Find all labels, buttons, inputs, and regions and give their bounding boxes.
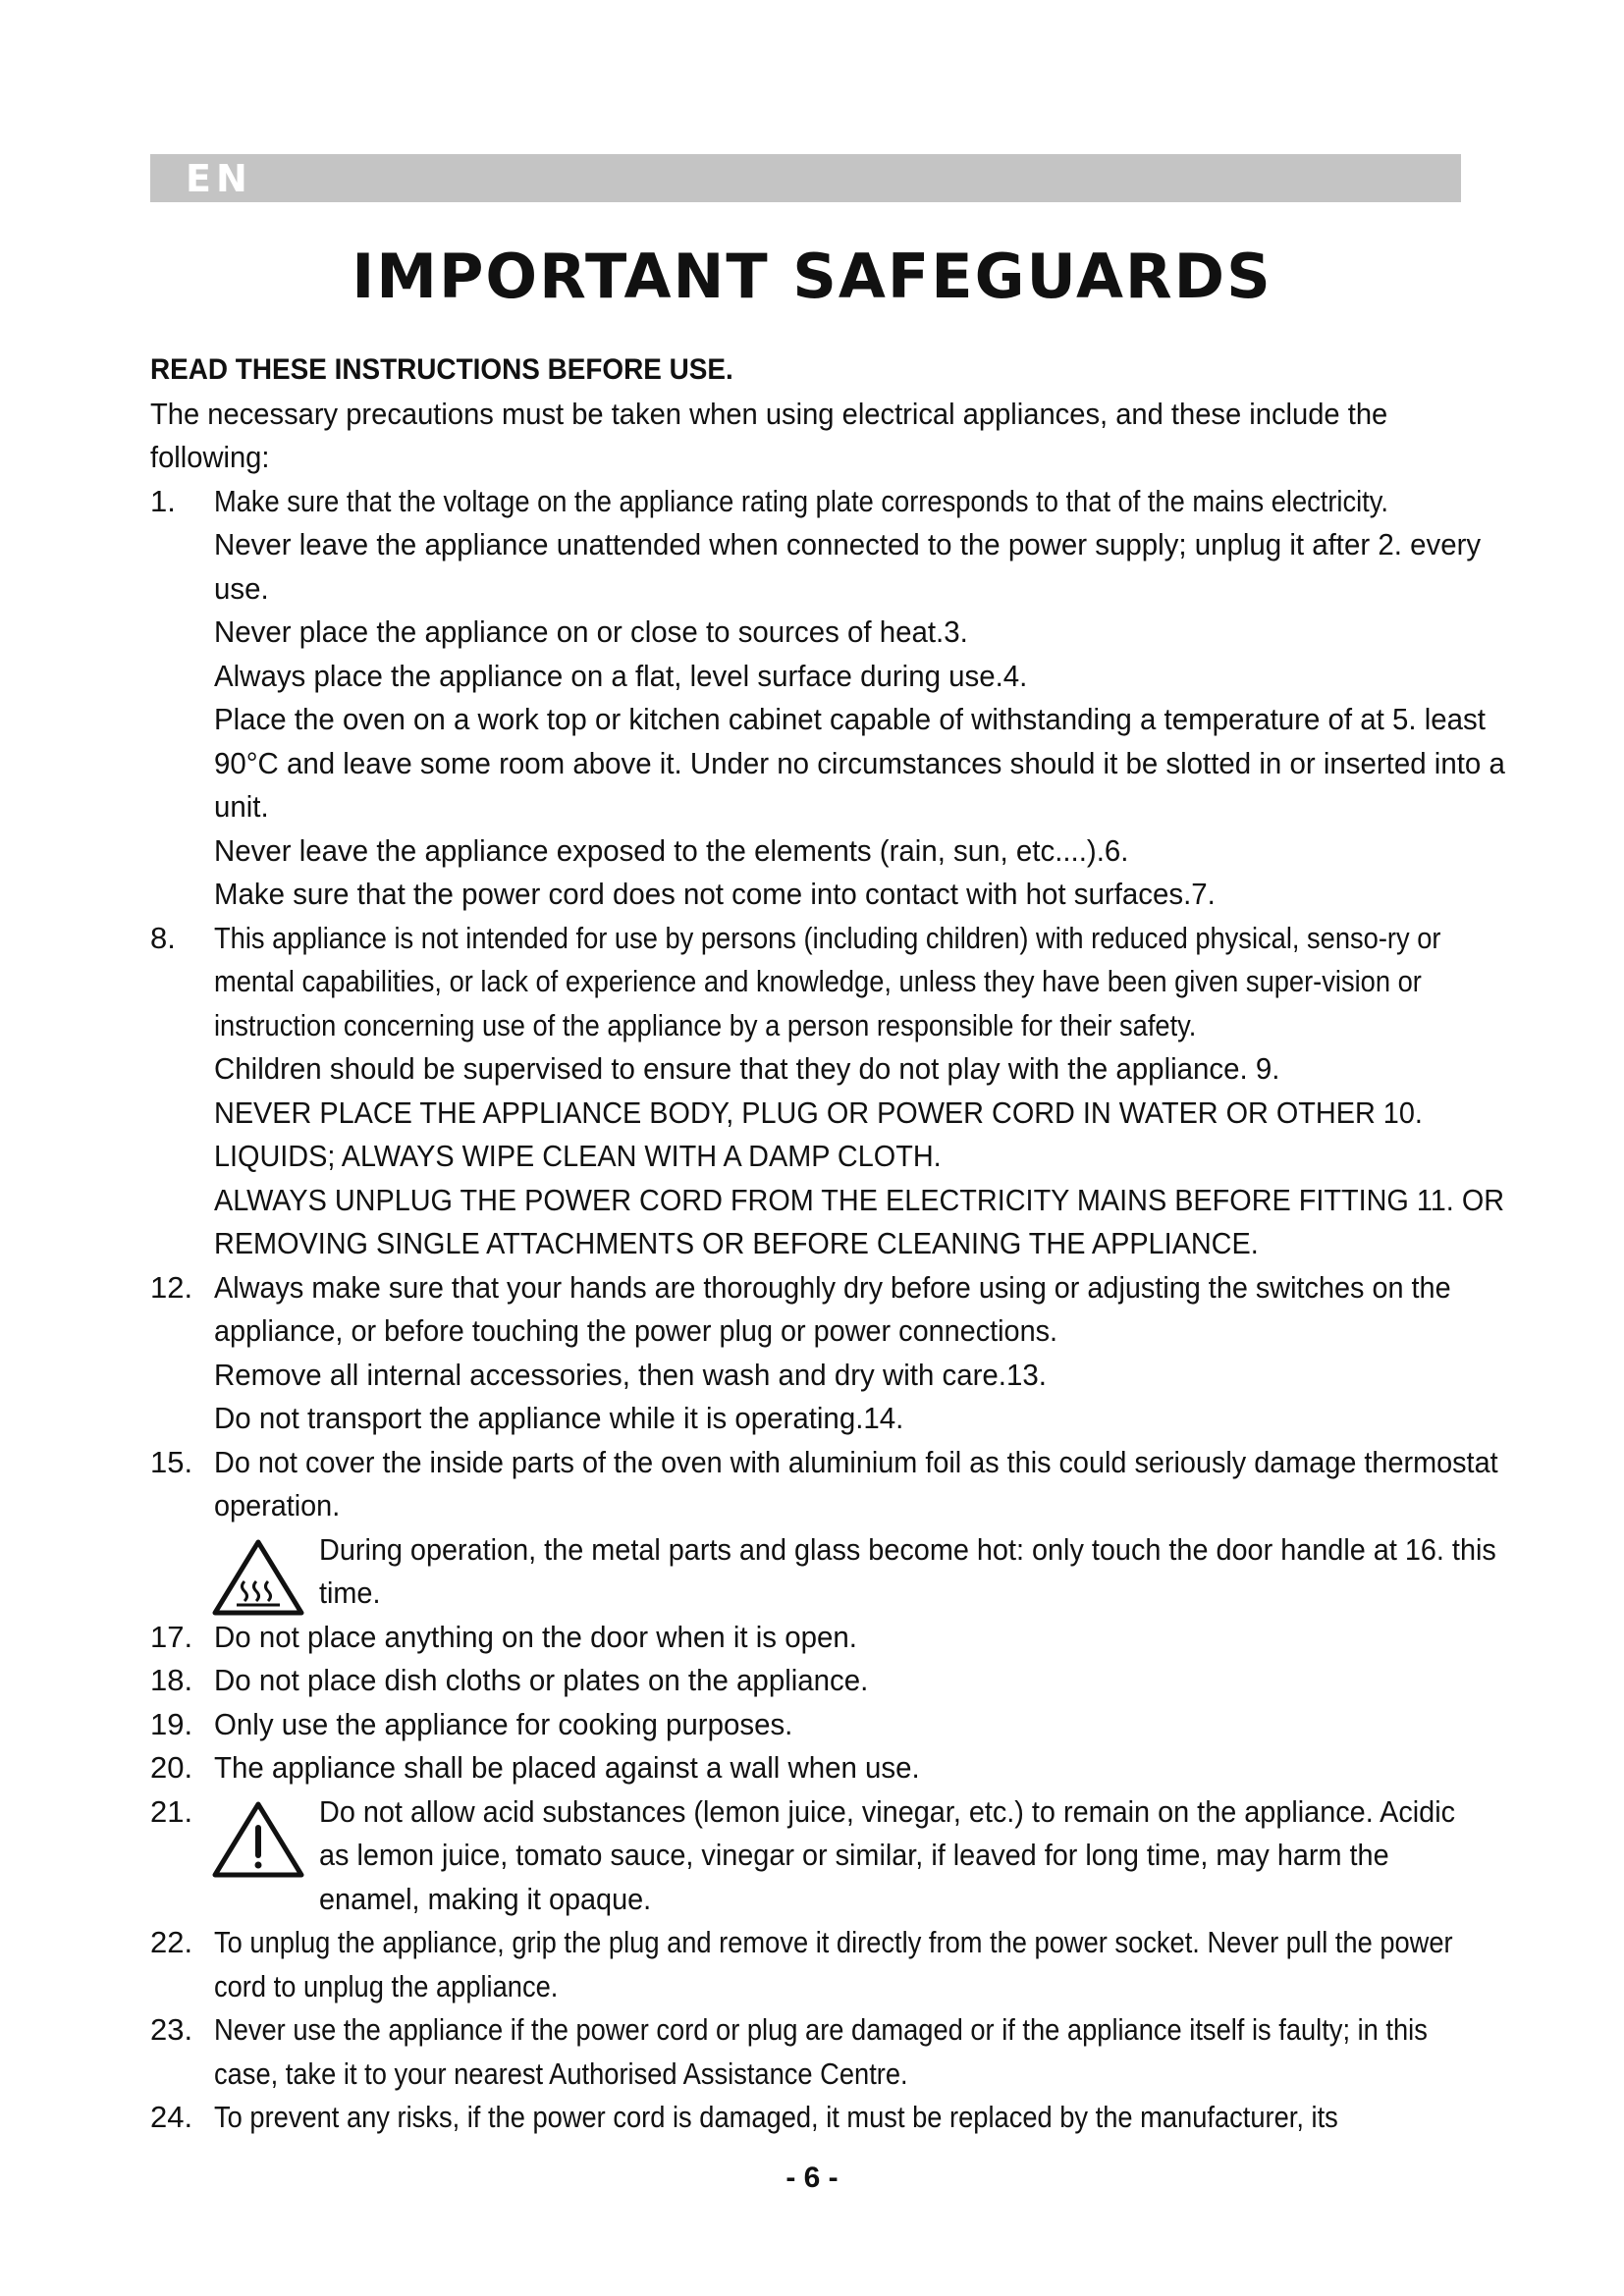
list-item <box>150 829 1466 874</box>
list-item <box>150 1047 1466 1092</box>
item-text: Always place the appliance on a flat, level surface during use.4. <box>214 658 1028 693</box>
list-item <box>150 1790 1466 1922</box>
safeguards-content <box>150 348 1505 2140</box>
list-item <box>150 1266 1466 1354</box>
item-number: 24. <box>150 2100 193 2134</box>
list-item <box>150 655 1466 699</box>
item-number: 20. <box>150 1750 193 1785</box>
item-text: Make sure that the power cord does not come into contact with hot surfaces.7. <box>214 877 1216 911</box>
item-text: Never use the appliance if the power cord or plug are damaged or if the appliance itself is faulty; in this case, take it to your nearest Authorised Assistance Centre. <box>214 2012 1428 2091</box>
list-item <box>150 480 1466 524</box>
item-number: 18. <box>150 1663 193 1697</box>
list-item <box>150 1354 1466 1398</box>
item-text: Do not allow acid substances (lemon juice, vinegar, etc.) to remain on the appliance. Acidic as lemon juice, tomato sauce, vinegar or similar, if leaved for long time, may harm the enamel, making it opaque. <box>319 1793 1456 1916</box>
item-number: 12. <box>150 1269 193 1305</box>
item-number: 21. <box>150 1793 193 1829</box>
list-item <box>150 1616 1466 1660</box>
item-text: Do not cover the inside parts of the oven with aluminium foil as this could seriously damage thermostat operation. <box>214 1444 1498 1522</box>
item-text: Never leave the appliance exposed to the elements (rain, sun, etc....).6. <box>214 832 1129 868</box>
item-number: 19. <box>150 1706 193 1741</box>
item-text: Do not place dish cloths or plates on the appliance. <box>214 1663 869 1697</box>
item-text: Remove all internal accessories, then wash and dry with care.13. <box>214 1357 1047 1392</box>
subheading: READ THESE INSTRUCTIONS BEFORE USE. <box>150 353 733 386</box>
list-item <box>150 1092 1466 1179</box>
item-text: Never leave the appliance unattended when connected to the power supply; unplug it after 2. every use. <box>214 527 1482 606</box>
caution-warning-icon <box>211 1800 305 1879</box>
item-text: The appliance shall be placed against a wall when use. <box>214 1750 920 1785</box>
item-number: 1. <box>150 483 176 518</box>
item-text: Make sure that the voltage on the appliance rating plate corresponds to that of the mains electricity. <box>214 483 1388 518</box>
item-text: During operation, the metal parts and glass become hot: only touch the door handle at 16. this time. <box>319 1531 1496 1610</box>
item-number: 23. <box>150 2012 193 2047</box>
language-code: EN <box>186 157 252 200</box>
item-text: This appliance is not intended for use by persons (including children) with reduced physical, senso-ry or mental capabilities, or lack of experience and knowledge, unless they have been given super-vision or instruction concerning use of the appliance by a person responsible for their safety. <box>214 920 1441 1042</box>
item-number: 17. <box>150 1619 193 1654</box>
language-bar <box>150 154 1461 202</box>
item-text: Place the oven on a work top or kitchen cabinet capable of withstanding a temperature of at 5. least 90°C and leave some room above it. Under no circumstances should it be slotted in or inserted into a unit. <box>214 702 1505 824</box>
list-item <box>150 2096 1466 2140</box>
list-item <box>150 698 1505 829</box>
list-item <box>150 523 1482 611</box>
list-item <box>150 1746 1466 1790</box>
list-item <box>150 611 1466 655</box>
item-text: Do not place anything on the door when it is open. <box>214 1619 857 1654</box>
list-item <box>150 1921 1466 2008</box>
item-text: NEVER PLACE THE APPLIANCE BODY, PLUG OR POWER CORD IN WATER OR OTHER 10. LIQUIDS; ALWAYS WIPE CLEAN WITH A DAMP CLOTH. <box>214 1095 1423 1173</box>
item-number: 22. <box>150 1925 193 1959</box>
list-item <box>150 917 1466 1048</box>
item-text: To prevent any risks, if the power cord is damaged, it must be replaced by the manufacturer, its <box>214 2100 1338 2134</box>
list-item <box>150 1397 1466 1441</box>
item-text: Never place the appliance on or close to sources of heat.3. <box>214 614 968 649</box>
item-number: 8. <box>150 920 176 955</box>
list-item <box>150 1703 1466 1747</box>
list-item <box>150 873 1466 917</box>
item-text: ALWAYS UNPLUG THE POWER CORD FROM THE ELECTRICITY MAINS BEFORE FITTING 11. OR REMOVING SINGLE ATTACHMENTS OR BEFORE CLEANING THE APPLIANCE. <box>214 1182 1505 1260</box>
list-item <box>150 1528 1496 1616</box>
item-text: Always make sure that your hands are thoroughly dry before using or adjusting the switches on the appliance, or before touching the power plug or power connections. <box>214 1269 1451 1348</box>
intro-paragraph: The necessary precautions must be taken when using electrical appliances, and these include the following: <box>150 396 1388 474</box>
item-number: 15. <box>150 1444 193 1479</box>
list-item <box>150 1179 1505 1266</box>
page-number: - 6 - <box>785 2162 839 2194</box>
list-item <box>150 1659 1466 1703</box>
item-text: Only use the appliance for cooking purposes. <box>214 1706 793 1741</box>
item-text: Children should be supervised to ensure that they do not play with the appliance. 9. <box>214 1051 1280 1086</box>
list-item <box>150 2008 1466 2096</box>
item-text: Do not transport the appliance while it is operating.14. <box>214 1401 904 1435</box>
list-item <box>150 1441 1498 1528</box>
hot-surface-warning-icon <box>211 1538 305 1617</box>
page-title: IMPORTANT SAFEGUARDS <box>352 240 1272 312</box>
item-text: To unplug the appliance, grip the plug and remove it directly from the power socket. Never pull the power cord to unplug the appliance. <box>214 1925 1453 2003</box>
